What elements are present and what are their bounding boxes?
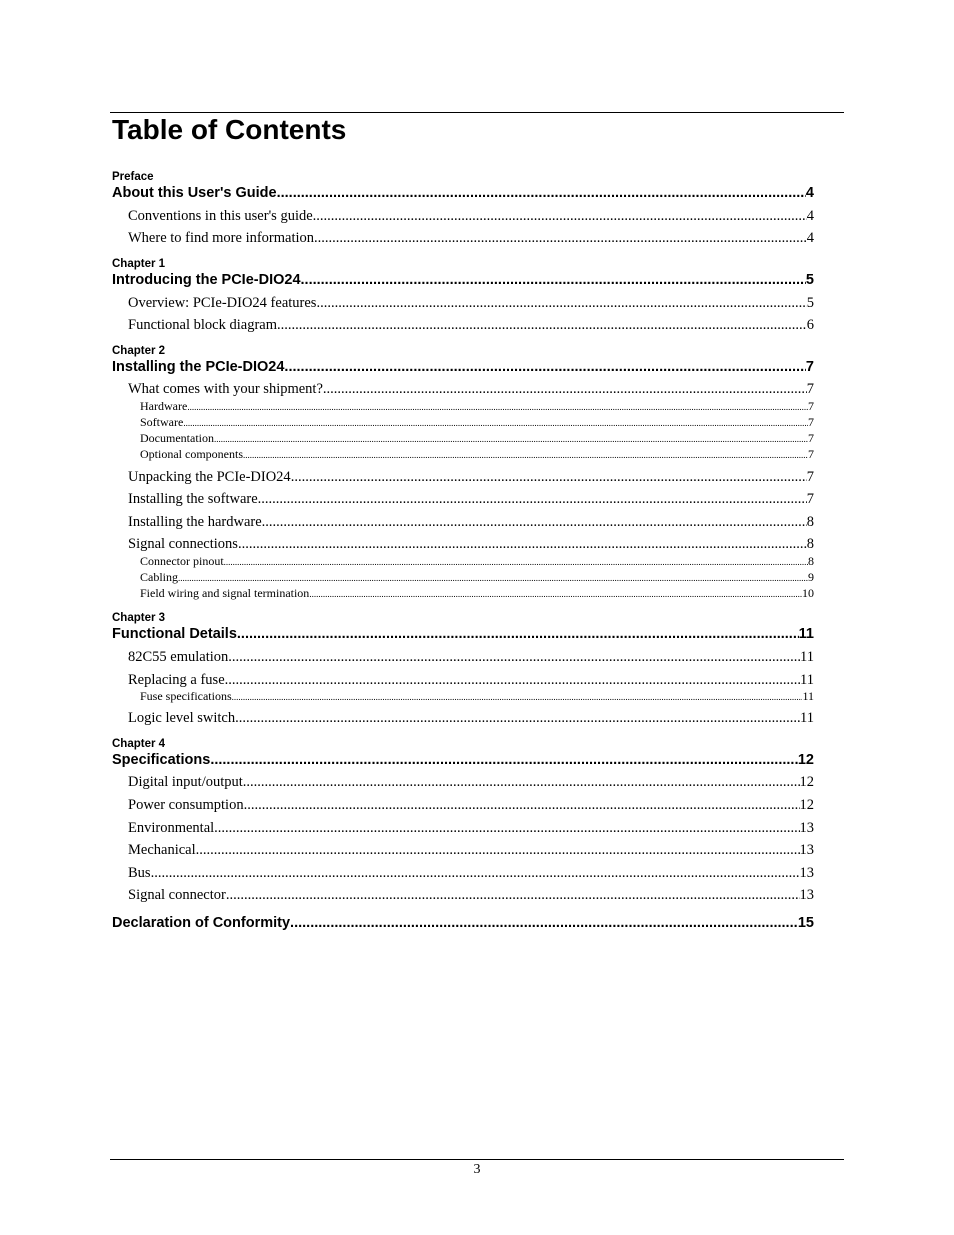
toc-entry-page: 10 xyxy=(802,586,814,600)
page-title: Table of Contents xyxy=(112,114,347,145)
toc-dot-leader xyxy=(243,448,808,462)
chapter-label: Chapter 3 xyxy=(112,612,166,624)
toc-chapter-entry[interactable] xyxy=(112,914,814,932)
toc-subsection-entry[interactable] xyxy=(140,689,814,704)
toc-dot-leader xyxy=(313,207,807,225)
toc-section-entry[interactable] xyxy=(128,709,814,727)
toc-dot-leader xyxy=(314,229,807,247)
toc-dot-leader xyxy=(226,886,800,904)
chapter-label: Chapter 2 xyxy=(112,345,166,357)
toc-entry-title: Installing the software xyxy=(128,491,258,507)
toc-subsection-entry[interactable] xyxy=(140,447,814,462)
toc-entry-title: Bus xyxy=(128,865,151,881)
toc-section-entry[interactable] xyxy=(128,468,814,486)
toc-entry-page: 7 xyxy=(806,381,814,397)
toc-subsection-entry[interactable] xyxy=(140,570,814,585)
toc-subsection-entry[interactable] xyxy=(140,431,814,446)
toc-dot-leader xyxy=(323,380,807,398)
toc-chapter-entry[interactable] xyxy=(112,751,814,769)
toc-dot-leader xyxy=(290,914,798,932)
toc-entry-title: What comes with your shipment? xyxy=(128,381,323,397)
toc-dot-leader xyxy=(187,400,808,414)
toc-entry-page: 4 xyxy=(805,185,814,201)
toc-dot-leader xyxy=(244,796,800,814)
toc-subsection-entry[interactable] xyxy=(140,399,814,414)
toc-dot-leader xyxy=(262,513,807,531)
toc-entry-page: 13 xyxy=(799,865,814,881)
toc-dot-leader xyxy=(258,490,807,508)
toc-dot-leader xyxy=(284,358,806,376)
toc-entry-page: 7 xyxy=(808,447,814,461)
page-number: 3 xyxy=(473,1162,481,1177)
toc-entry-page: 7 xyxy=(808,431,814,445)
toc-dot-leader xyxy=(301,271,806,289)
toc-entry-title: 82C55 emulation xyxy=(128,649,229,665)
toc-entry-page: 8 xyxy=(806,514,814,530)
toc-section-entry[interactable] xyxy=(128,294,814,312)
toc-section-entry[interactable] xyxy=(128,535,814,553)
toc-dot-leader xyxy=(277,316,807,334)
toc-entry-page: 12 xyxy=(799,797,814,813)
toc-entry-title: Fuse specifications xyxy=(140,689,232,703)
toc-dot-leader xyxy=(210,751,798,769)
chapter-label: Chapter 1 xyxy=(112,258,166,270)
toc-chapter-entry[interactable] xyxy=(112,184,814,202)
toc-entry-page: 11 xyxy=(800,649,814,665)
toc-section-entry[interactable] xyxy=(128,490,814,508)
toc-entry-title: Declaration of Conformity xyxy=(112,915,291,931)
toc-entry-title: Unpacking the PCIe-DIO24 xyxy=(128,469,291,485)
toc-entry-page: 12 xyxy=(797,752,814,768)
toc-entry-page: 8 xyxy=(806,536,814,552)
toc-dot-leader xyxy=(224,555,808,569)
toc-section-entry[interactable] xyxy=(128,380,814,398)
chapter-label: Chapter 4 xyxy=(112,738,166,750)
toc-entry-page: 5 xyxy=(805,272,814,288)
toc-dot-leader xyxy=(238,535,807,553)
toc-section-entry[interactable] xyxy=(128,864,814,882)
toc-chapter-entry[interactable] xyxy=(112,625,814,643)
toc-entry-title: Logic level switch xyxy=(128,710,236,726)
toc-section-entry[interactable] xyxy=(128,316,814,334)
toc-dot-leader xyxy=(178,571,808,585)
toc-dot-leader xyxy=(228,648,800,666)
toc-entry-title: Replacing a fuse xyxy=(128,672,225,688)
toc-entry-page: 5 xyxy=(806,295,814,311)
toc-section-entry[interactable] xyxy=(128,513,814,531)
toc-entry-page: 11 xyxy=(800,710,814,726)
toc-entry-title: Documentation xyxy=(140,431,214,445)
toc-dot-leader xyxy=(316,294,806,312)
toc-entry-title: Optional components xyxy=(140,447,243,461)
toc-section-entry[interactable] xyxy=(128,819,814,837)
toc-section-entry[interactable] xyxy=(128,671,814,689)
toc-dot-leader xyxy=(183,416,808,430)
toc-section-entry[interactable] xyxy=(128,648,814,666)
toc-entry-page: 7 xyxy=(808,399,814,413)
toc-entry-title: Digital input/output xyxy=(128,774,243,790)
toc-section-entry[interactable] xyxy=(128,886,814,904)
chapter-label: Preface xyxy=(112,171,154,183)
toc-entry-page: 13 xyxy=(799,820,814,836)
toc-chapter-entry[interactable] xyxy=(112,358,814,376)
toc-section-entry[interactable] xyxy=(128,207,814,225)
toc-dot-leader xyxy=(277,184,806,202)
toc-entry-title: Environmental xyxy=(128,820,215,836)
toc-entry-page: 8 xyxy=(808,554,814,568)
toc-subsection-entry[interactable] xyxy=(140,415,814,430)
toc-entry-title: Connector pinout xyxy=(140,554,224,568)
toc-dot-leader xyxy=(214,819,799,837)
toc-entry-title: Signal connections xyxy=(128,536,238,552)
toc-entry-title: About this User's Guide xyxy=(112,185,277,201)
toc-entry-title: Functional Details xyxy=(112,626,237,642)
toc-entry-title: Specifications xyxy=(112,752,211,768)
toc-entry-page: 4 xyxy=(806,208,814,224)
toc-section-entry[interactable] xyxy=(128,796,814,814)
toc-entry-page: 11 xyxy=(802,689,814,703)
toc-entry-title: Hardware xyxy=(140,399,188,413)
toc-entry-page: 13 xyxy=(799,887,814,903)
toc-dot-leader xyxy=(196,841,800,859)
toc-entry-title: Installing the PCIe-DIO24 xyxy=(112,359,285,375)
toc-entry-page: 9 xyxy=(808,570,814,584)
toc-chapter-entry[interactable] xyxy=(112,271,814,289)
toc-entry-page: 6 xyxy=(806,317,814,333)
toc-dot-leader xyxy=(243,773,800,791)
toc-entry-page: 4 xyxy=(806,230,814,246)
toc-dot-leader xyxy=(235,709,800,727)
toc-entry-page: 7 xyxy=(806,469,814,485)
toc-entry-page: 7 xyxy=(806,491,814,507)
toc-dot-leader xyxy=(309,587,802,601)
toc-dot-leader xyxy=(151,864,800,882)
toc-entry-title: Power consumption xyxy=(128,797,244,813)
toc-dot-leader xyxy=(232,690,803,704)
toc-entry-page: 11 xyxy=(798,626,814,642)
toc-entry-page: 13 xyxy=(799,842,814,858)
toc-entry-page: 7 xyxy=(808,415,814,429)
toc-dot-leader xyxy=(225,671,800,689)
toc-dot-leader xyxy=(291,468,807,486)
toc-entry-title: Overview: PCIe-DIO24 features xyxy=(128,295,317,311)
toc-entry-title: Where to find more information xyxy=(128,230,315,246)
toc-subsection-entry[interactable] xyxy=(140,586,814,601)
toc-entry-page: 12 xyxy=(799,774,814,790)
toc-entry-title: Signal connector xyxy=(128,887,226,903)
toc-entry-page: 11 xyxy=(800,672,814,688)
toc-entry-title: Software xyxy=(140,415,184,429)
toc-entry-page: 15 xyxy=(797,915,814,931)
toc-section-entry[interactable] xyxy=(128,229,814,247)
toc-entry-title: Mechanical xyxy=(128,842,196,858)
toc-entry-title: Introducing the PCIe-DIO24 xyxy=(112,272,301,288)
toc-entry-title: Conventions in this user's guide xyxy=(128,208,313,224)
toc-dot-leader xyxy=(237,625,799,643)
toc-section-entry[interactable] xyxy=(128,841,814,859)
toc-entry-title: Functional block diagram xyxy=(128,317,277,333)
bottom-rule xyxy=(110,1159,844,1160)
toc-entry-title: Cabling xyxy=(140,570,178,584)
toc-entry-title: Installing the hardware xyxy=(128,514,262,530)
toc-entry-page: 7 xyxy=(805,359,814,375)
toc-subsection-entry[interactable] xyxy=(140,554,814,569)
toc-section-entry[interactable] xyxy=(128,773,814,791)
toc-dot-leader xyxy=(214,432,808,446)
toc-entry-title: Field wiring and signal termination xyxy=(140,586,310,600)
